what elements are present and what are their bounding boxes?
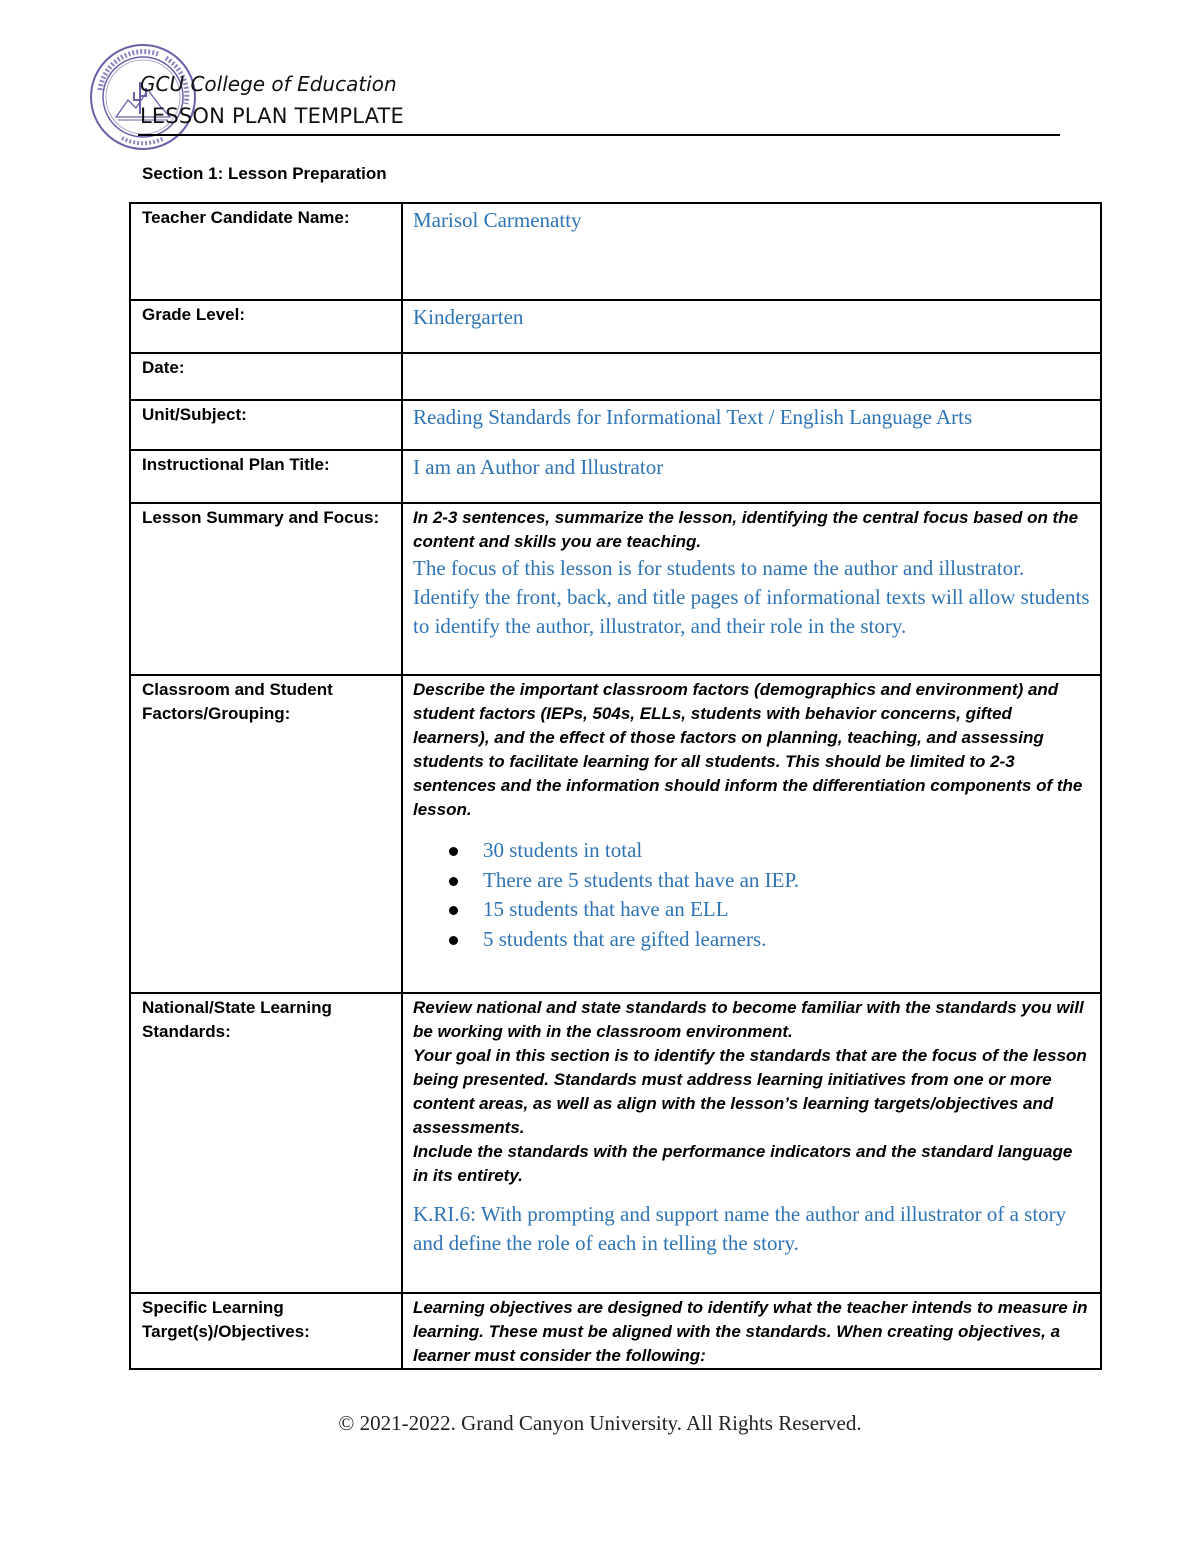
standards-label: National/State Learning Standards: <box>130 993 402 1293</box>
date-cell[interactable] <box>402 353 1101 400</box>
standards-value: K.RI.6: With prompting and support name the author and illustrator of a story and define the role of each in telling the story. <box>413 1202 1067 1255</box>
college-name: GCU College of Education <box>140 72 397 96</box>
copyright-footer: © 2021-2022. Grand Canyon University. All Rights Reserved. <box>338 1411 862 1435</box>
table-row <box>130 400 1101 450</box>
plan-title-value: I am an Author and Illustrator <box>413 455 664 479</box>
teacher-name-label: Teacher Candidate Name: <box>130 203 402 300</box>
summary-instructions: In 2-3 sentences, summarize the lesson, identifying the central focus based on the content and skills you are teaching. <box>413 508 1079 551</box>
factors-cell[interactable] <box>402 675 1101 993</box>
table-row <box>130 503 1101 675</box>
grade-level-cell[interactable] <box>402 300 1101 353</box>
plan-title-cell[interactable] <box>402 450 1101 503</box>
table-row <box>130 353 1101 400</box>
document-title: LESSON PLAN TEMPLATE <box>140 104 405 128</box>
plan-title-label: Instructional Plan Title: <box>130 450 402 503</box>
lesson-plan-table <box>129 202 1102 1370</box>
list-item: There are 5 students that have an IEP. <box>483 866 1090 896</box>
table-row <box>130 450 1101 503</box>
document-header <box>88 42 1060 152</box>
table-row <box>130 993 1101 1293</box>
factors-label: Classroom and Student Factors/Grouping: <box>130 675 402 993</box>
date-label: Date: <box>130 353 402 400</box>
summary-label: Lesson Summary and Focus: <box>130 503 402 675</box>
table-row <box>130 675 1101 993</box>
table-row <box>130 203 1101 300</box>
standards-instructions-3: Include the standards with the performance indicators and the standard language in its entirety. <box>413 1142 1073 1185</box>
table-row <box>130 300 1101 353</box>
list-item: 30 students in total <box>483 836 1090 866</box>
student-factors-list <box>413 836 1090 954</box>
table-row <box>130 1293 1101 1369</box>
teacher-name-cell[interactable] <box>402 203 1101 300</box>
standards-instructions-1: Review national and state standards to become familiar with the standards you will be working with in the classroom environment. <box>413 998 1084 1041</box>
teacher-name-value: Marisol Carmenatty <box>413 208 582 232</box>
objectives-instructions: Learning objectives are designed to identify what the teacher intends to measure in learning. These must be aligned with the standards. When creating objectives, a learner must consider the following: <box>413 1298 1088 1365</box>
standards-cell[interactable] <box>402 993 1101 1293</box>
summary-cell[interactable] <box>402 503 1101 675</box>
summary-value: The focus of this lesson is for students to name the author and illustrator. Identify the front, back, and title pages of informational texts will allow students to identify the author, illustrator, and their role in the story. <box>413 556 1090 638</box>
objectives-label: Specific Learning Target(s)/Objectives: <box>130 1293 402 1369</box>
unit-subject-cell[interactable] <box>402 400 1101 450</box>
objectives-cell[interactable] <box>402 1293 1101 1369</box>
unit-subject-label: Unit/Subject: <box>130 400 402 450</box>
factors-instructions: Describe the important classroom factors (demographics and environment) and student factors (IEPs, 504s, ELLs, students with behavior concerns, gifted learners), and the effect of those factors on planning, teaching, and assessing students to facilitate learning for all students. This should be limited to 2-3 sentences and the information should inform the differentiation components of the lesson. <box>413 680 1083 819</box>
grade-level-value: Kindergarten <box>413 305 524 329</box>
header-divider <box>138 134 1060 136</box>
standards-instructions-2: Your goal in this section is to identify the standards that are the focus of the lesson being presented. Standards must address learning initiatives from one or more content areas, as well as align with the lesson’s learning targets/objectives and assessments. <box>413 1046 1087 1137</box>
section-title: Section 1: Lesson Preparation <box>142 164 387 183</box>
grade-level-label: Grade Level: <box>130 300 402 353</box>
list-item: 15 students that have an ELL <box>483 895 1090 925</box>
unit-subject-value: Reading Standards for Informational Text / English Language Arts <box>413 405 973 429</box>
list-item: 5 students that are gifted learners. <box>483 925 1090 955</box>
